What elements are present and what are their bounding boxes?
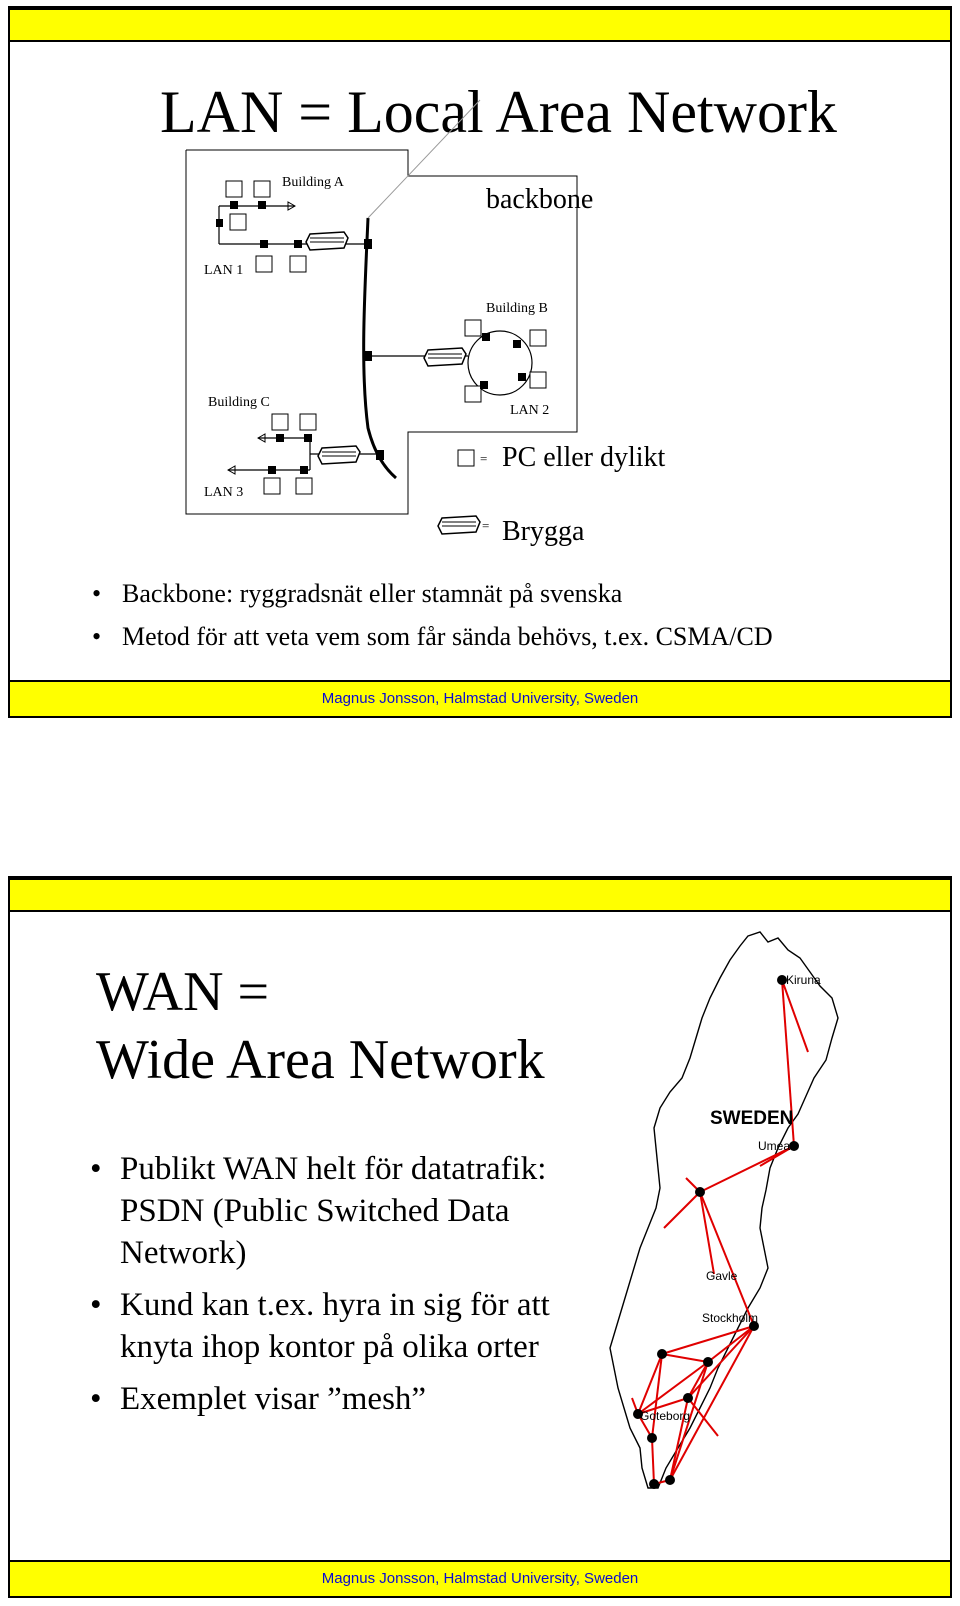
svg-text:=: = [480,451,488,466]
header-bar [10,878,950,912]
node [665,1475,675,1485]
backbone-label: backbone [486,184,594,215]
node [683,1393,693,1403]
svg-text:LAN 3: LAN 3 [204,485,244,500]
footer-bar [10,1560,950,1596]
city-label-goteborg: Goteborg [640,1409,691,1423]
slide-lan [8,6,952,718]
lan2-network [364,301,549,418]
slide-title: LAN = Local Area Network [160,79,837,145]
sweden-map [600,928,870,1498]
city-label-umea: Umea [758,1139,791,1153]
list-item: • Metod för att veta vem som får sända behövs, t.ex. CSMA/CD [92,622,773,651]
node [695,1187,705,1197]
city-label-kiruna: Kiruna [786,973,821,987]
node [703,1357,713,1367]
node-umea [789,1141,799,1151]
bullet-list [90,1148,550,1430]
svg-text:LAN 2: LAN 2 [510,403,550,418]
footer-text: Magnus Jonsson, Halmstad University, Sweden [321,690,639,707]
bridge-icon [424,348,466,366]
svg-text:Building C: Building C [208,395,270,410]
country-label: SWEDEN [710,1108,794,1129]
svg-text:Building A: Building A [282,175,344,190]
sweden-outline [610,932,838,1488]
lan3-network [204,395,384,500]
svg-text:=: = [482,518,490,533]
city-label-stockholm: Stockholm [702,1311,759,1325]
footer-bar [10,680,950,716]
pc-icon [458,450,474,466]
svg-text:Building B: Building B [486,301,548,316]
legend-bridge-label: Brygga [502,516,585,547]
legend-pc-label: PC eller dylikt [502,442,666,473]
node [647,1433,657,1443]
footer-text: Magnus Jonsson, Halmstad University, Sweden [321,1570,639,1587]
legend [438,450,489,534]
list-item: • Publikt WAN helt för datatrafik: PSDN (Public Switched Data Network) [90,1151,547,1271]
bridge-icon [438,516,480,534]
node [657,1349,667,1359]
lan1-network [204,175,372,278]
bridge-icon [306,232,348,250]
list-item: • Kund kan t.ex. hyra in sig för att knyta ihop kontor på olika orter [90,1287,550,1365]
bullet-list [92,572,773,658]
city-label-gavle: Gavle [706,1269,738,1283]
node [649,1479,659,1489]
bridge-icon [318,446,360,464]
slide-title: WAN = Wide Area Network [96,961,545,1091]
list-item: • Exemplet visar ”mesh” [90,1381,427,1417]
svg-text:LAN 1: LAN 1 [204,263,244,278]
list-item: • Backbone: ryggradsnät eller stamnät på svenska [92,579,623,608]
